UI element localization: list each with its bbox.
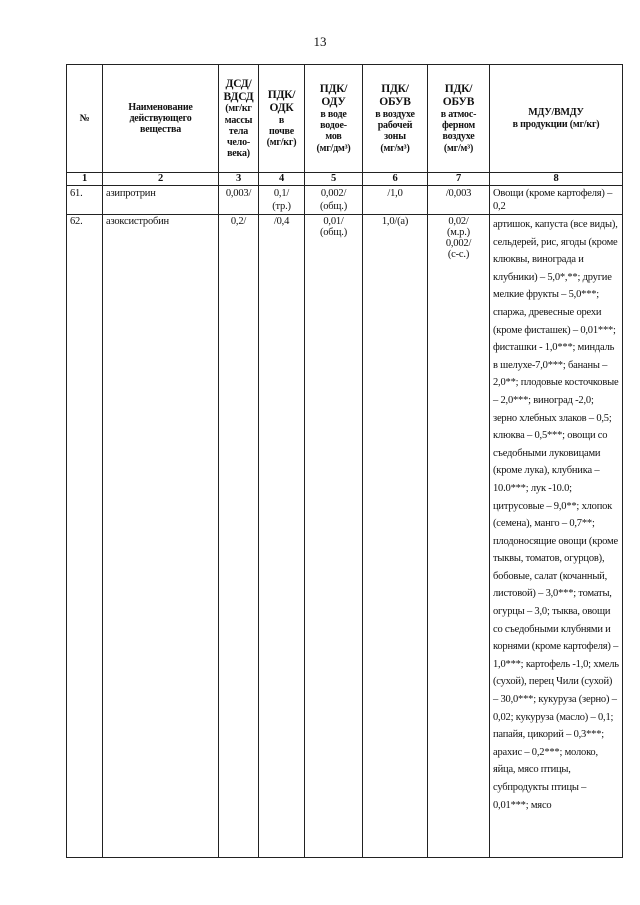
- header-row: [67, 65, 623, 173]
- header-line: ДСД/: [225, 77, 252, 90]
- cell-line: 0,002/: [320, 188, 347, 199]
- atmospheric-air-value: [428, 215, 490, 858]
- header-substance-name: [103, 65, 219, 173]
- cell-line: (общ.): [319, 227, 348, 238]
- soil-value: [259, 186, 305, 215]
- header-line: тела: [228, 125, 249, 137]
- work-air-value: /1,0: [363, 186, 428, 215]
- header-line: №: [79, 112, 90, 124]
- row-number: 62.: [67, 215, 103, 858]
- header-line: ПДК/: [444, 83, 473, 96]
- header-line: действующего: [129, 112, 192, 124]
- soil-value: [259, 215, 305, 858]
- header-line: в: [278, 114, 285, 126]
- cell-line: 0,002/: [445, 238, 472, 249]
- header-line: ПДК/: [319, 83, 348, 96]
- header-line: вещества: [140, 124, 181, 136]
- column-number: 1: [67, 173, 103, 186]
- column-number: 5: [305, 173, 363, 186]
- header-line: в атмос-: [440, 109, 477, 120]
- product-mrl-value: Овощи (кроме картофеля) – 0,2: [490, 186, 623, 215]
- substance-name: азоксистробин: [103, 215, 219, 858]
- atmospheric-air-value: [428, 186, 490, 215]
- header-line: ПДК/: [267, 88, 296, 101]
- cell-line: (общ.): [319, 201, 348, 212]
- product-mrl-value: артишок, капуста (все виды), сельдерей, рис, ягоды (кроме клюквы, винограда и клубники) – 5,0*,**; другие мелкие фрукты – 5,0***; спаржа, древесные орехи (кроме фисташек) – 0,01***; фисташки - 1,0***; миндаль в шелухе-7,0***; бананы – 2,0**; плодовые косточковые – 2,0***; виноград -2,0; зерно хлебных злаков – 0,5; клюква – 0,5***; овощи со съедобными луковицами (кроме лука), клубника – 10.0***; лук -10.0; цитрусовые – 9,0**; хлопок (семена), манго – 0,7**; плодоносящие овощи (кроме тыквы, томатов, огурцов), бобовые, салат (кочанный, листовой) – 3,0***; томаты, огурцы – 3,0; тыква, овощи со съедобными клубнями и корнями (кроме картофеля) – 1,0***; картофель -1,0; хмель (сухой), перец Чили (сухой) – 30,0***; кукуруза (зерно) – 0,02; кукуруза (масло) – 0,1; папайя, цикорий – 0,3***; арахис – 0,2***; молоко, яйца, мясо птицы, субпродукты птицы – 0,01***; мясо: [490, 215, 623, 858]
- water-value: [305, 215, 363, 858]
- cell-line: (тр.): [272, 201, 291, 212]
- header-line: в воздухе: [375, 109, 415, 120]
- column-number: 4: [259, 173, 305, 186]
- header-atmospheric-air: [428, 65, 490, 173]
- header-adi: [219, 65, 259, 173]
- header-line: (мг/м³): [443, 142, 474, 154]
- header-line: в продукции (мг/кг): [512, 118, 600, 130]
- header-line: ферном: [441, 120, 476, 132]
- cell-line: /0,4: [273, 216, 290, 227]
- header-line: воздухе: [442, 131, 475, 143]
- work-air-value: 1,0/(а): [363, 215, 428, 858]
- cell-line: /0,003: [445, 188, 472, 199]
- header-line: чело-: [226, 136, 251, 148]
- water-value: [305, 186, 363, 215]
- cell-line: 0,02/: [448, 216, 469, 227]
- header-line: Наименование: [128, 101, 193, 113]
- header-line: ОДК: [269, 101, 294, 114]
- adi-value: 0,003/: [219, 186, 259, 215]
- regulations-table: [66, 64, 623, 858]
- header-line: (мг/дм³): [316, 142, 351, 154]
- cell-line: (м.р.): [447, 227, 470, 238]
- header-line: (мг/кг: [225, 103, 252, 115]
- column-number-row: [67, 173, 623, 186]
- header-work-air: [363, 65, 428, 173]
- header-line: в воде: [320, 109, 347, 120]
- header-line: ОБУВ: [379, 96, 411, 109]
- column-number: 2: [103, 173, 219, 186]
- header-line: (мг/м³): [380, 142, 410, 154]
- column-number: 8: [490, 173, 623, 186]
- cell-line: 0,01/: [323, 216, 344, 227]
- header-line: века): [227, 148, 250, 160]
- table-row: [67, 186, 623, 215]
- header-number: [67, 65, 103, 173]
- header-soil: [259, 65, 305, 173]
- column-number: 7: [428, 173, 490, 186]
- header-line: рабочей: [377, 120, 413, 132]
- substance-name: азипротрин: [103, 186, 219, 215]
- header-line: (мг/кг): [266, 136, 297, 148]
- header-line: массы: [224, 114, 253, 126]
- cell-line: 0,1/: [273, 188, 290, 199]
- column-number: 6: [363, 173, 428, 186]
- header-line: зоны: [384, 131, 406, 143]
- cell-line: (с-с.): [447, 249, 470, 260]
- header-line: ПДК/: [381, 83, 409, 96]
- header-line: мов: [325, 131, 342, 143]
- row-number: 61.: [67, 186, 103, 215]
- header-line: ОДУ: [321, 96, 346, 109]
- header-line: МДУ/ВМДУ: [528, 107, 584, 119]
- header-product-mrl: [490, 65, 623, 173]
- column-number: 3: [219, 173, 259, 186]
- header-line: ОБУВ: [442, 96, 475, 109]
- adi-value: 0,2/: [219, 215, 259, 858]
- header-line: почве: [269, 125, 294, 137]
- table-row: [67, 215, 623, 858]
- page-number: 13: [313, 34, 327, 49]
- header-line: ВДСД: [223, 90, 254, 103]
- header-water: [305, 65, 363, 173]
- header-line: водое-: [320, 120, 347, 132]
